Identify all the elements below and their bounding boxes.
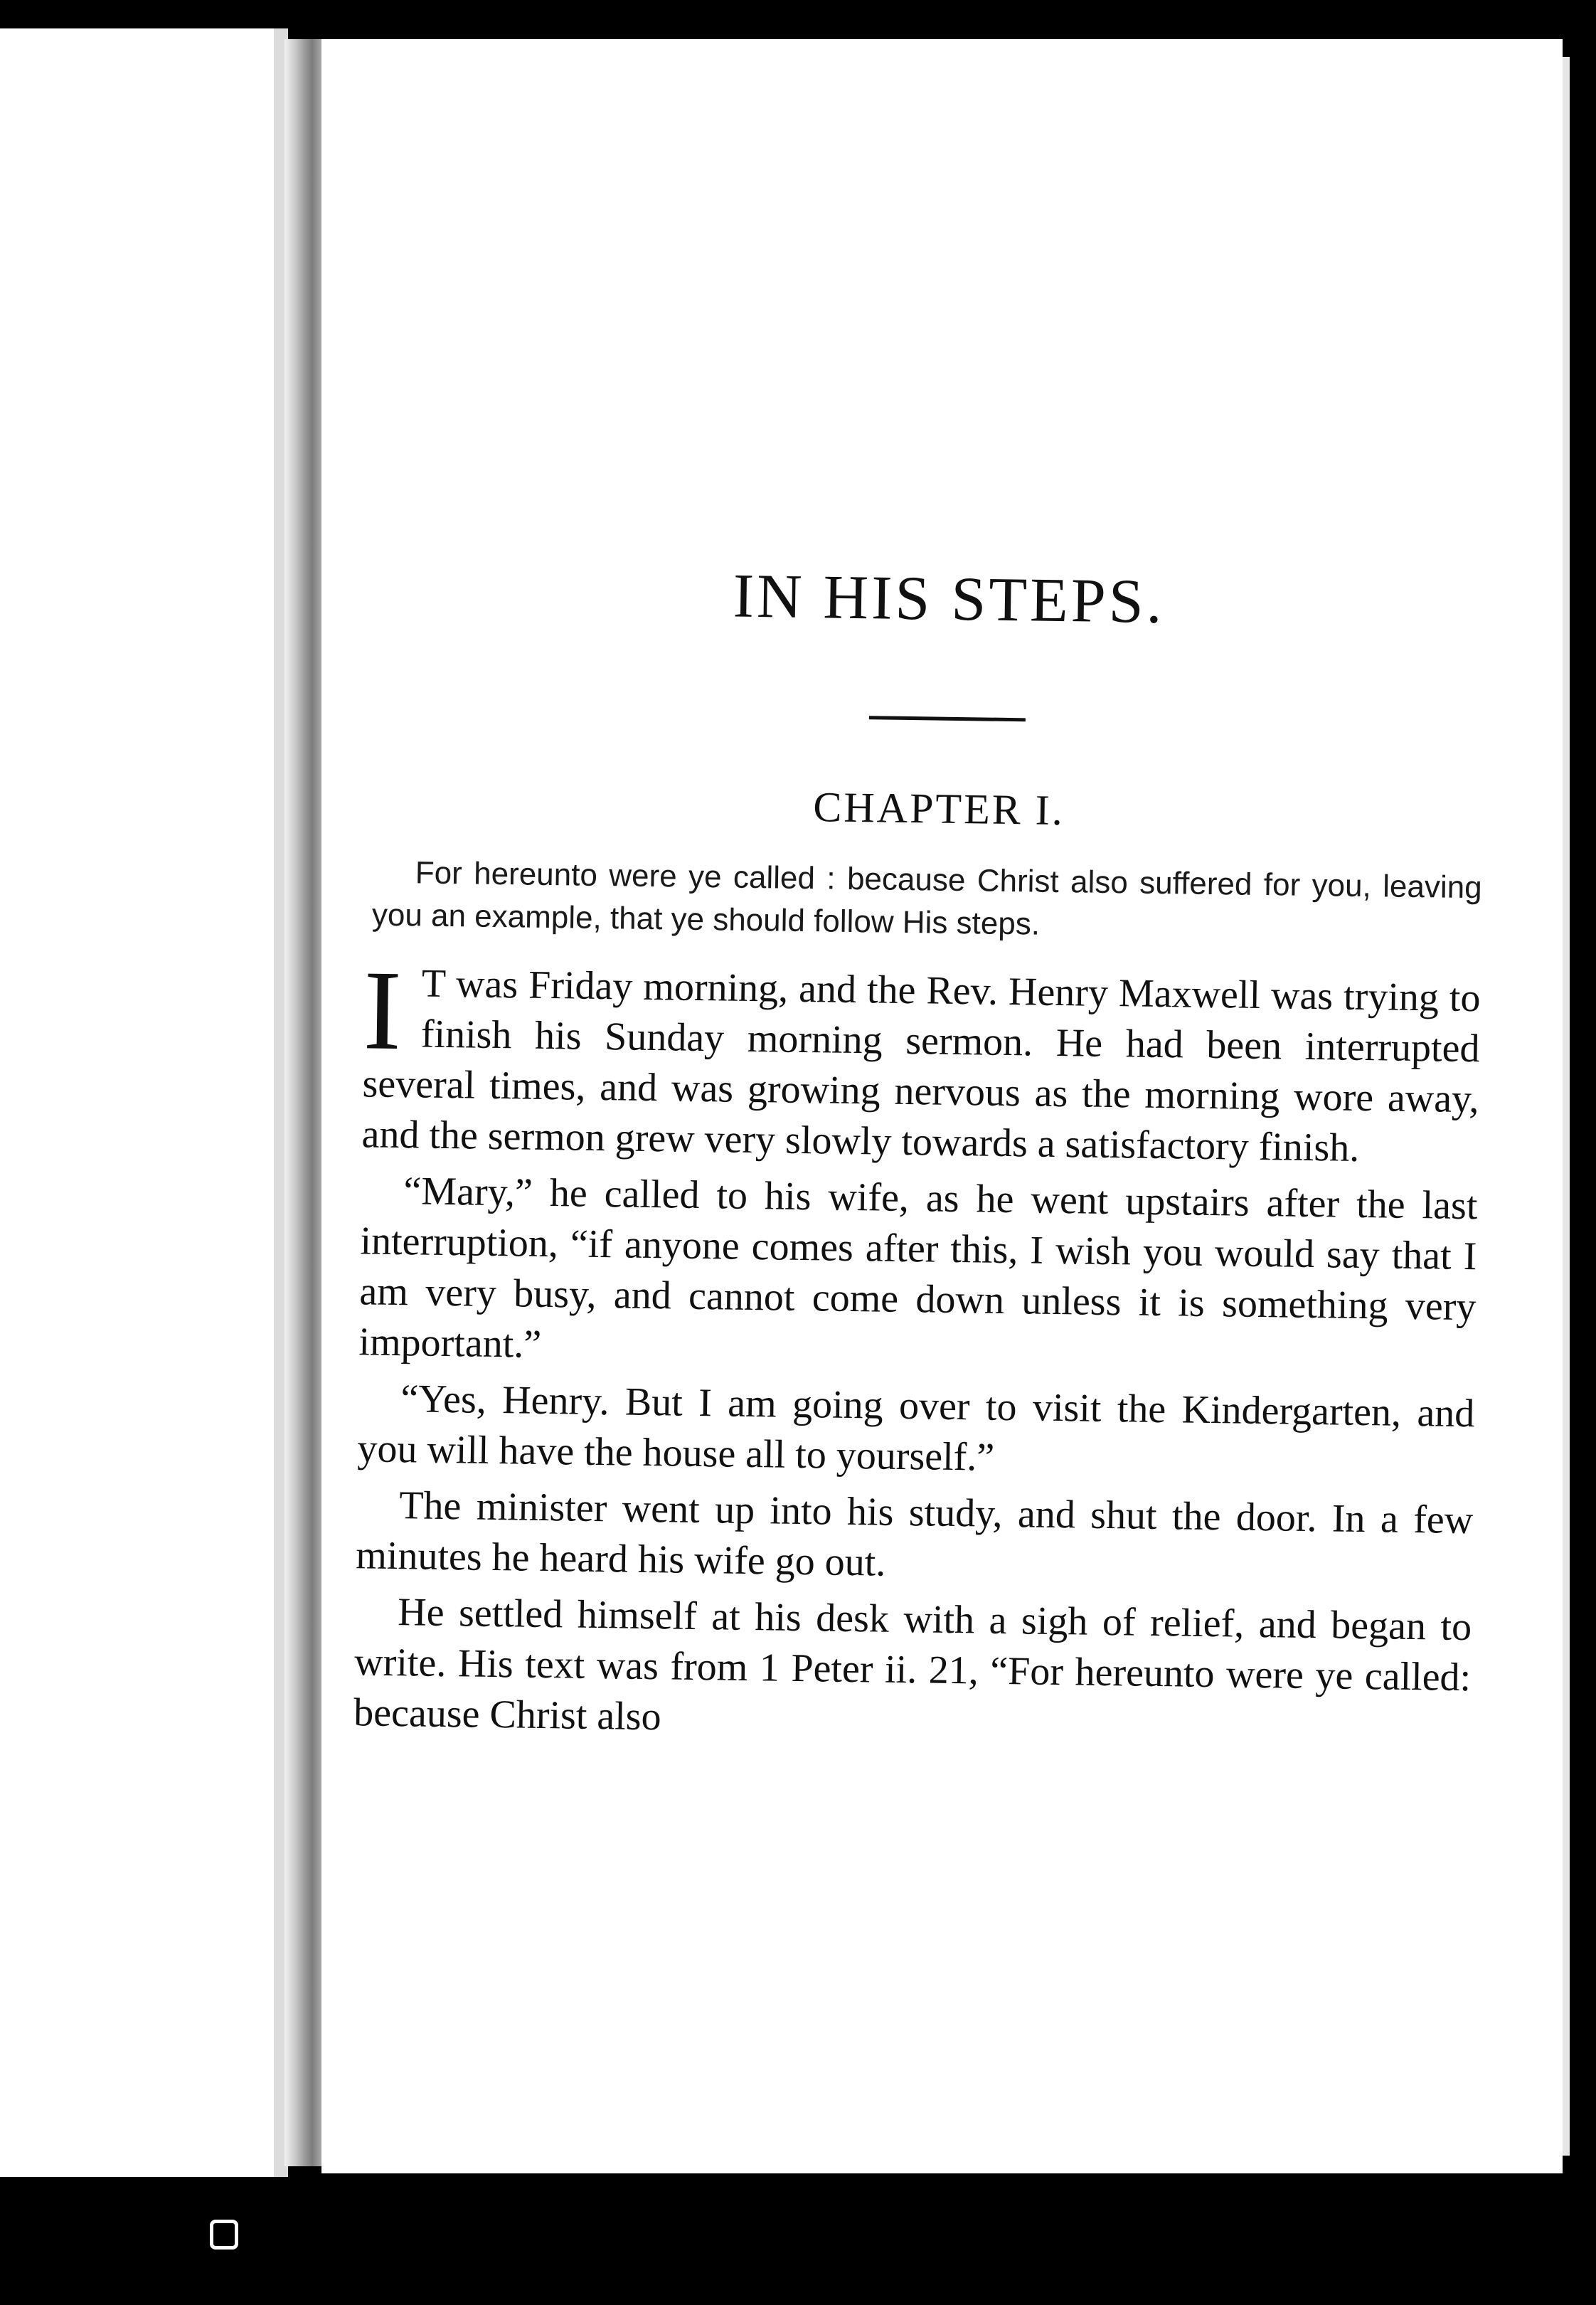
paragraph: “Yes, Henry. But I am going over to visit the Kindergarten, and you will have the house all to yourself.” <box>357 1377 1475 1480</box>
book-gutter <box>284 39 321 2166</box>
paragraph: “Mary,” he called to his wife, as he went upstairs after the last interruption, “if anyone comes after this, I wish you would say that I am very busy, and cannot come down unless it is something very important.” <box>358 1169 1478 1367</box>
book-title: IN HIS STEPS. <box>733 561 1166 637</box>
drop-cap: I <box>362 946 403 1074</box>
paragraph: The minister went up into his study, and shut the door. In a few minutes he heard his wife go out. <box>355 1483 1474 1585</box>
page-content <box>332 555 1486 1759</box>
title-rule <box>869 716 1026 721</box>
chapter-heading: CHAPTER I. <box>812 783 1065 834</box>
epigraph: For hereunto were ye called : because Christ also suffered for you, leaving you an example, that ye should follow His steps. <box>371 855 1482 942</box>
paragraph-text: T was Friday morning, and the Rev. Henry Maxwell was trying to finish his Sunday morning sermon. He had been interrupted several times, and was growing nervous as the morning wore away, and the sermon grew very slowly towards a satisfactory finish. <box>361 961 1481 1170</box>
chapter-body <box>353 946 1481 1754</box>
scan-corner-mark <box>210 2220 238 2250</box>
paragraph <box>361 946 1481 1175</box>
left-blank-page <box>0 28 284 2177</box>
paragraph: He settled himself at his desk with a sigh of relief, and began to write. His text was from 1 Peter ii. 21, “For hereunto were ye called: because Christ also <box>353 1590 1472 1739</box>
page-right-edge <box>1563 57 1570 2156</box>
